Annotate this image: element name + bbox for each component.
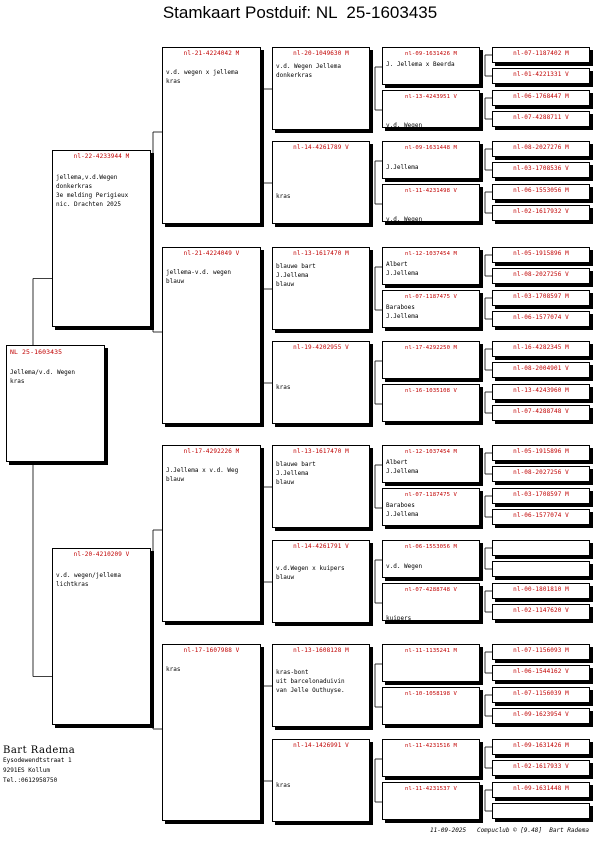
ring-number: nl-02-1147620 V: [513, 607, 569, 614]
ring-number: nl-14-1426991 V: [293, 742, 349, 749]
detail-line: J.Jellema: [386, 313, 419, 320]
bird-details: [273, 659, 369, 695]
detail-line: [276, 183, 366, 192]
ring-number: nl-12-1037454 M: [404, 251, 458, 257]
ring-number: nl-21-4224049 V: [183, 250, 240, 257]
ring-number: nl-09-1623954 V: [513, 711, 569, 718]
detail-line: J. Jellema x Beerda: [386, 61, 455, 68]
bird-details: [383, 154, 479, 172]
ring-number: nl-13-1608128 M: [293, 647, 349, 654]
detail-line: kras: [166, 666, 181, 673]
detail-line: blauw: [166, 476, 185, 483]
bird-details: [273, 754, 369, 790]
pedigree-card-g4-4: [382, 247, 480, 285]
pedigree-card-g5-12: [492, 341, 590, 357]
pedigree-card-g3-2: [272, 247, 370, 330]
pedigree-card-g2-0: [162, 47, 261, 224]
pedigree-card-g4-3: [382, 184, 480, 222]
pedigree-card-g5-24: [492, 644, 590, 660]
ring-number: nl-07-1187475 V: [404, 492, 458, 498]
detail-line: [276, 156, 366, 165]
detail-line: van Jelle Outhuyse.: [276, 687, 345, 694]
ring-number: nl-08-2027256 V: [513, 271, 569, 278]
ring-number: nl-08-2027276 M: [513, 144, 569, 151]
pedigree-card-g5-25: [492, 665, 590, 681]
bird-details: [383, 458, 479, 476]
ring-number: nl-07-1187475 V: [404, 294, 458, 300]
pedigree-card-g4-8: [382, 445, 480, 483]
bird-details: [163, 466, 260, 484]
detail-line: blauw: [166, 278, 185, 285]
pedigree-card-g2-3: [162, 644, 261, 821]
pedigree-card-g5-17: [492, 466, 590, 482]
pedigree-card-g4-1: [382, 90, 480, 128]
ring-number: nl-06-1553056 M: [404, 544, 458, 550]
pedigree-card-g5-22: [492, 583, 590, 599]
pedigree-card-g5-28: [492, 739, 590, 755]
pedigree-card-g4-11: [382, 583, 480, 621]
bird-details: [383, 501, 479, 519]
detail-line: v.d.Wegen x kuipers: [276, 565, 345, 572]
ring-number: nl-07-1156039 M: [513, 690, 569, 697]
bird-details: [273, 460, 369, 487]
pedigree-card-g3-1: [272, 141, 370, 224]
ring-number: nl-07-1156093 M: [513, 647, 569, 654]
pedigree-card-g4-0: [382, 47, 480, 85]
pedigree-card-g1-1: [52, 548, 151, 725]
owner-address: Eysodewendtstraat 1: [3, 757, 72, 764]
detail-line: kras: [166, 78, 181, 85]
pedigree-card-g5-4: [492, 141, 590, 157]
detail-line: J.Jellema: [276, 272, 309, 279]
pedigree-card-g3-7: [272, 739, 370, 822]
ring-number: nl-02-1617932 V: [513, 208, 569, 215]
ring-number: nl-06-1768447 M: [513, 93, 569, 100]
detail-line: donkerkras: [56, 183, 93, 190]
ring-number: nl-07-4288711 V: [513, 114, 569, 121]
detail-line: [386, 154, 476, 163]
detail-line: Jellema/v.d. Wegen: [10, 369, 76, 376]
ring-number: nl-22-4233944 M: [73, 153, 130, 160]
ring-number: nl-11-1135241 M: [404, 648, 458, 654]
pedigree-card-g3-0: [272, 47, 370, 130]
detail-line: J.Jellema: [386, 511, 419, 518]
ring-number: nl-02-1617933 V: [513, 763, 569, 770]
pedigree-card-g5-18: [492, 488, 590, 504]
pedigree-card-g5-2: [492, 90, 590, 106]
bird-details: [383, 553, 479, 571]
bird-details: [53, 173, 150, 209]
footer-credit: 11-09-2025 Compuclub © [9.48] Bart Radema: [430, 827, 589, 834]
detail-line: kuipers: [386, 615, 412, 621]
detail-line: v.d. Wegen: [386, 216, 423, 222]
ring-number: nl-09-1631448 M: [513, 785, 569, 792]
detail-line: J.Jellema: [276, 470, 309, 477]
detail-line: [386, 553, 476, 562]
bird-details: [163, 268, 260, 286]
detail-line: blauwe bart: [276, 461, 316, 468]
detail-line: [276, 165, 366, 174]
ring-number: nl-14-4261789 V: [293, 144, 349, 151]
detail-line: v.d. Wegen: [386, 122, 423, 128]
detail-line: v.d. Wegen: [386, 563, 423, 570]
detail-line: [276, 754, 366, 763]
bird-details: [53, 571, 150, 589]
pedigree-card-g5-31: [492, 803, 590, 819]
detail-line: [386, 596, 476, 605]
detail-line: [276, 356, 366, 365]
detail-line: kras: [10, 378, 25, 385]
detail-line: [386, 206, 476, 215]
pedigree-card-g4-2: [382, 141, 480, 179]
detail-line: jellema-v.d. wegen: [166, 269, 232, 276]
pedigree-card-g5-3: [492, 111, 590, 127]
ring-number: nl-06-1544162 V: [513, 668, 569, 675]
ring-number: nl-08-2004901 V: [513, 365, 569, 372]
bird-details: [163, 665, 260, 674]
detail-line: J.Jellema: [386, 164, 419, 171]
ring-number: nl-03-1708536 V: [513, 165, 569, 172]
ring-number: nl-20-1049630 M: [293, 50, 349, 57]
ring-number: nl-09-1631426 M: [513, 742, 569, 749]
pedigree-card-g5-27: [492, 708, 590, 724]
ring-number: nl-16-1035108 V: [404, 388, 458, 394]
pedigree-card-g5-20: [492, 540, 590, 556]
owner-phone: Tel.:0612958750: [3, 777, 58, 784]
pedigree-card-g5-5: [492, 162, 590, 178]
detail-line: blauw: [276, 574, 295, 581]
detail-line: kras-bont: [276, 669, 309, 676]
bird-details: [383, 260, 479, 278]
ring-number: nl-17-4292250 M: [404, 345, 458, 351]
pedigree-card-g4-6: [382, 341, 480, 379]
ring-number: NL 25-1603435: [10, 348, 63, 356]
detail-line: [276, 659, 366, 668]
detail-line: nic. Drachten 2025: [56, 201, 122, 208]
bird-details: [273, 262, 369, 289]
ring-number: nl-14-4261791 V: [293, 543, 349, 550]
detail-line: lichtkras: [56, 581, 89, 588]
detail-line: J.Jellema x v.d. Weg: [166, 467, 239, 474]
detail-line: Albert: [386, 261, 408, 268]
pedigree-card-g3-5: [272, 540, 370, 623]
ring-number: nl-09-1631426 M: [404, 51, 458, 57]
detail-line: blauw: [276, 479, 295, 486]
ring-number: nl-20-4210209 V: [73, 551, 130, 558]
ring-number: nl-06-1577074 V: [513, 512, 569, 519]
ring-number: nl-03-1708597 M: [513, 293, 569, 300]
pedigree-card-g4-5: [382, 290, 480, 328]
owner-city: 9291ES Kollum: [3, 767, 50, 774]
pedigree-card-g4-14: [382, 739, 480, 777]
detail-line: [386, 197, 476, 206]
ring-number: nl-11-4231498 V: [404, 188, 458, 194]
ring-number: nl-21-4224042 M: [183, 50, 240, 57]
detail-line: J.Jellema: [386, 270, 419, 277]
detail-line: kras: [276, 384, 291, 391]
pedigree-card-g4-12: [382, 644, 480, 682]
pedigree-card-g5-29: [492, 760, 590, 776]
bird-details: [383, 303, 479, 321]
detail-line: [276, 763, 366, 772]
ring-number: nl-07-4288748 V: [404, 587, 458, 593]
pedigree-card-g5-26: [492, 687, 590, 703]
bird-details: [163, 68, 260, 86]
detail-line: [276, 772, 366, 781]
pedigree-card-g5-19: [492, 509, 590, 525]
ring-number: nl-08-2027256 V: [513, 469, 569, 476]
pedigree-card-g5-0: [492, 47, 590, 63]
pedigree-card-g0-0: [6, 345, 105, 462]
ring-number: nl-10-1058198 V: [404, 691, 458, 697]
bird-details: [383, 197, 479, 222]
detail-line: Albert: [386, 459, 408, 466]
ring-number: nl-16-4282345 M: [513, 344, 569, 351]
ring-number: nl-07-1187402 M: [513, 50, 569, 57]
bird-details: [383, 103, 479, 128]
detail-line: [276, 365, 366, 374]
detail-line: [276, 555, 366, 564]
pedigree-card-g5-15: [492, 405, 590, 421]
pedigree-card-g5-30: [492, 782, 590, 798]
ring-number: nl-05-1915896 M: [513, 250, 569, 257]
pedigree-card-g3-4: [272, 445, 370, 528]
detail-line: blauwe bart: [276, 263, 316, 270]
ring-number: nl-01-4221331 V: [513, 71, 569, 78]
bird-details: [383, 596, 479, 621]
pedigree-card-g5-13: [492, 362, 590, 378]
pedigree-card-g5-9: [492, 268, 590, 284]
pedigree-card-g4-10: [382, 540, 480, 578]
pedigree-card-g5-21: [492, 561, 590, 577]
bird-details: [273, 555, 369, 582]
pedigree-card-g5-23: [492, 604, 590, 620]
ring-number: nl-07-4288748 V: [513, 408, 569, 415]
detail-line: [276, 174, 366, 183]
ring-number: nl-13-4243960 M: [513, 387, 569, 394]
pedigree-card-g5-14: [492, 384, 590, 400]
owner-block: [3, 745, 75, 786]
detail-line: v.d. wegen x jellema: [166, 69, 239, 76]
ring-number: nl-13-1617470 M: [293, 250, 349, 257]
pedigree-card-g3-6: [272, 644, 370, 727]
ring-number: nl-05-1915896 M: [513, 448, 569, 455]
detail-line: Baraboes: [386, 502, 415, 509]
ring-number: nl-11-4231537 V: [404, 786, 458, 792]
detail-line: J.Jellema: [386, 468, 419, 475]
pedigree-card-g4-15: [382, 782, 480, 820]
ring-number: nl-09-1631448 M: [404, 145, 458, 151]
ring-number: nl-12-1037454 M: [404, 449, 458, 455]
pedigree-card-g5-16: [492, 445, 590, 461]
ring-number: nl-19-4202955 V: [293, 344, 349, 351]
ring-number: nl-03-1708597 M: [513, 491, 569, 498]
pedigree-card-g5-6: [492, 184, 590, 200]
detail-line: blauw: [276, 281, 295, 288]
bird-details: [273, 356, 369, 392]
pedigree-card-g2-1: [162, 247, 261, 424]
bird-details: [7, 368, 104, 386]
detail-line: [386, 112, 476, 121]
detail-line: jellema,v.d.Wegen: [56, 174, 118, 181]
ring-number: nl-11-4231516 M: [404, 743, 458, 749]
pedigree-card-g4-13: [382, 687, 480, 725]
page-title: Stamkaart Postduif: NL 25-1603435: [162, 3, 438, 22]
pedigree-card-g2-2: [162, 445, 261, 622]
pedigree-card-g5-8: [492, 247, 590, 263]
ring-number: nl-00-1801810 M: [513, 586, 569, 593]
ring-number: nl-06-1577074 V: [513, 314, 569, 321]
pedigree-card-g5-7: [492, 205, 590, 221]
bird-details: [273, 62, 369, 80]
detail-line: [276, 374, 366, 383]
detail-line: kras: [276, 193, 291, 200]
pedigree-card-g3-3: [272, 341, 370, 424]
detail-line: Baraboes: [386, 304, 415, 311]
ring-number: nl-13-4243951 V: [404, 94, 458, 100]
pedigree-card-g5-11: [492, 311, 590, 327]
detail-line: v.d. Wegen Jellema: [276, 63, 342, 70]
bird-details: [383, 60, 479, 69]
detail-line: uit barcelonaduivin: [276, 678, 345, 685]
detail-line: 3e melding Perigieux: [56, 192, 129, 199]
bird-details: [273, 156, 369, 201]
pedigree-card-g5-10: [492, 290, 590, 306]
pedigree-card-g1-0: [52, 150, 151, 327]
ring-number: nl-17-4292226 M: [183, 448, 240, 455]
ring-number: nl-06-1553056 M: [513, 187, 569, 194]
ring-number: nl-17-1607988 V: [183, 647, 240, 654]
detail-line: [386, 605, 476, 614]
detail-line: kras: [276, 782, 291, 789]
pedigree-card-g5-1: [492, 68, 590, 84]
owner-name: Bart Radema: [3, 745, 76, 756]
ring-number: nl-13-1617470 M: [293, 448, 349, 455]
pedigree-card-g4-9: [382, 488, 480, 526]
detail-line: donkerkras: [276, 72, 313, 79]
detail-line: v.d. wegen/jellema: [56, 572, 122, 579]
detail-line: [386, 103, 476, 112]
pedigree-card-g4-7: [382, 384, 480, 422]
